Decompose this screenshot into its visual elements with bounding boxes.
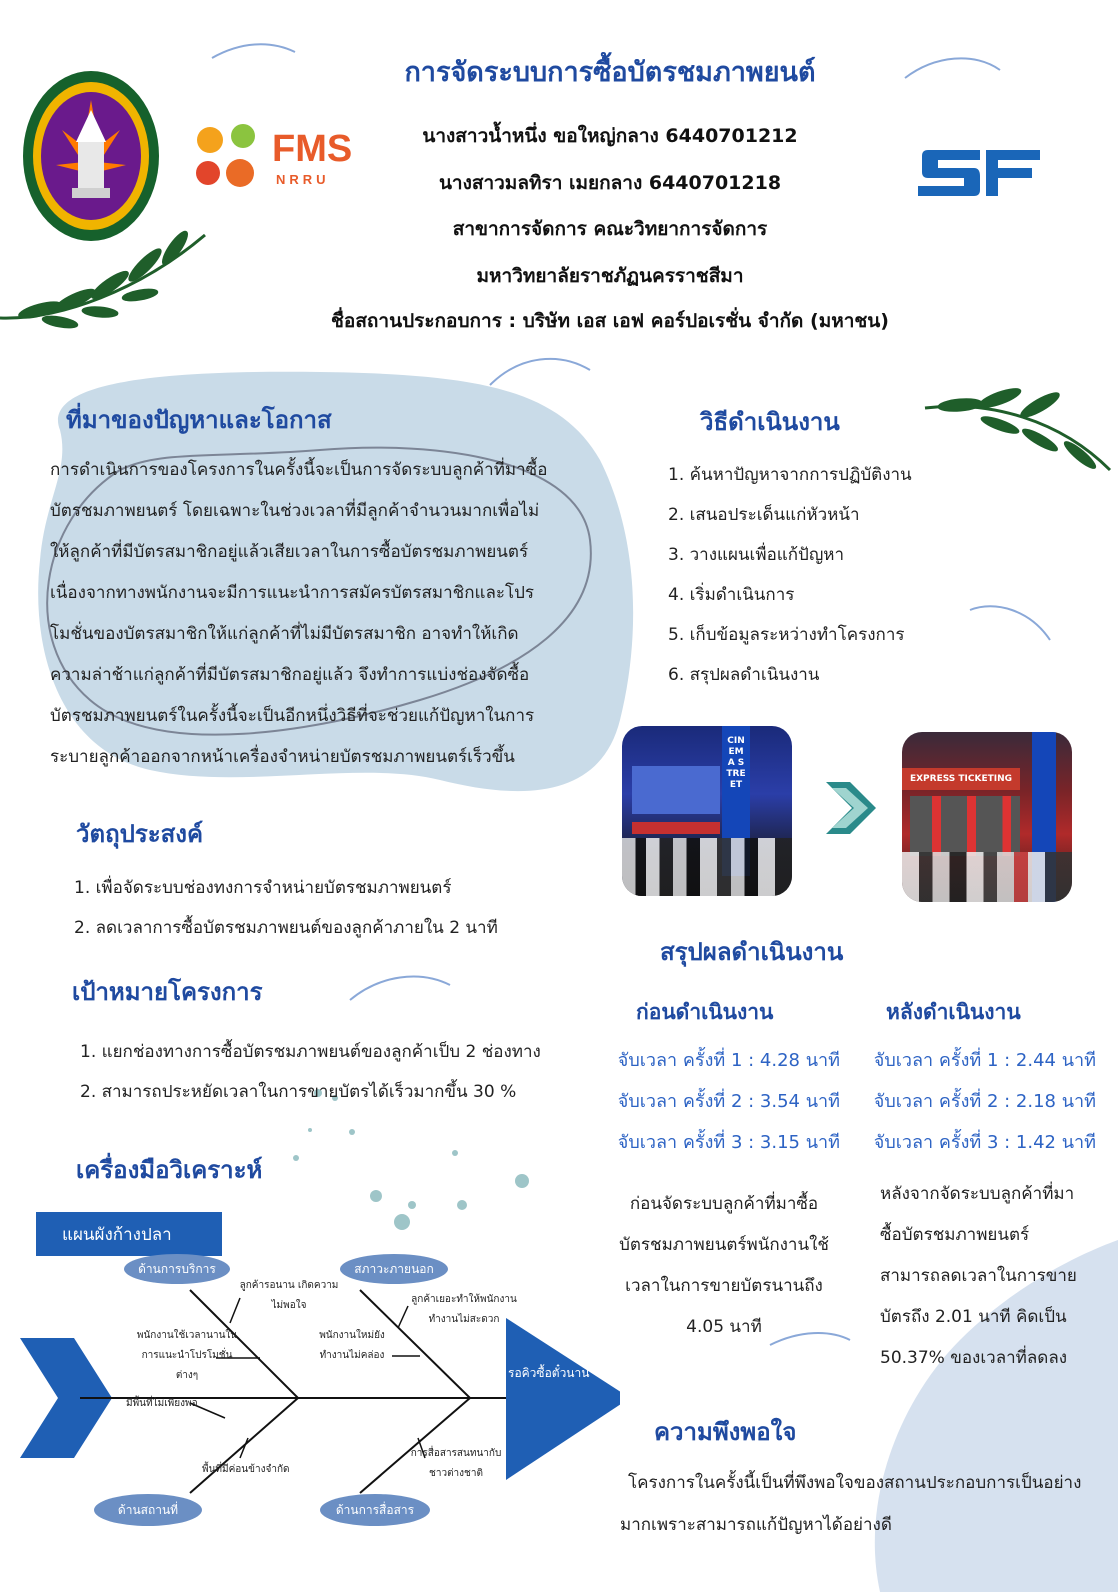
objectives-list: [74, 868, 498, 948]
goals-list: [80, 1032, 541, 1112]
summary-line: เวลาในการขายบัตรนานถึง: [625, 1276, 823, 1296]
before-heading: ก่อนดำเนินงาน: [636, 1000, 774, 1024]
before-summary: [604, 1184, 844, 1348]
method-step: 3. วางแผนเพื่อแก้ปัญหา: [668, 545, 845, 565]
results-heading: สรุปผลดำเนินงาน: [660, 938, 844, 966]
cat-place: ด้านสถานที่: [94, 1494, 202, 1526]
author-1: นางสาวน้ำหนึ่ง ขอใหญ่กลาง 6440701212: [422, 125, 798, 147]
after-summary: [880, 1174, 1110, 1379]
photo-before: [622, 726, 792, 896]
time-reading: จับเวลา ครั้งที่ 1 : 4.28 นาที: [617, 1050, 840, 1071]
cause-label: [234, 1276, 344, 1316]
cinema-sign: CINEMA STREET: [726, 736, 746, 790]
cause-line: ทำงานไม่คล่อง: [319, 1350, 385, 1361]
objective-item: 2. ลดเวลาการซื้อบัตรชมภาพยนต์ของลูกค้าภายใน 2 นาที: [74, 918, 498, 938]
cause-line: พนักงานใหม่ยัง: [319, 1330, 385, 1341]
cause-label: พื้นที่มีค่อนข้างจำกัด: [202, 1464, 290, 1475]
time-reading: จับเวลา ครั้งที่ 3 : 3.15 นาที: [617, 1132, 840, 1153]
express-sign: EXPRESS TICKETING: [902, 768, 1020, 790]
time-reading: จับเวลา ครั้งที่ 1 : 2.44 นาที: [873, 1050, 1096, 1071]
cause-line: ต่างๆ: [175, 1370, 199, 1381]
after-times: [868, 1040, 1096, 1163]
satisfaction-line: มากเพราะสามารถแก้ปัญหาได้อย่างดี: [620, 1515, 892, 1535]
time-reading: จับเวลา ครั้งที่ 2 : 3.54 นาที: [617, 1091, 840, 1112]
cause-line: ทำงานไม่สะดวก: [428, 1314, 500, 1325]
cause-label: [132, 1326, 242, 1386]
background-line: ความล่าช้าแก่ลูกค้าที่มีบัตรสมาชิกอยู่แล้ว จึงทำการแบ่งช่องจัดซื้อ: [50, 665, 530, 685]
fishbone-diagram: [20, 1258, 620, 1534]
cause-label: [404, 1290, 524, 1330]
background-text: [50, 450, 620, 778]
cat-environment: สภาวะภายนอก: [340, 1254, 448, 1284]
cause-line: ชาวต่างชาติ: [429, 1468, 483, 1479]
fms-logo: [188, 118, 360, 198]
method-step: 6. สรุปผลดำเนินงาน: [668, 665, 820, 685]
cat-service: ด้านการบริการ: [124, 1254, 230, 1284]
summary-line: สามารถลดเวลาในการขาย: [880, 1266, 1077, 1286]
time-reading: จับเวลา ครั้งที่ 3 : 1.42 นาที: [873, 1132, 1096, 1153]
objective-item: 1. เพื่อจัดระบบช่องทงการจำหน่ายบัตรชมภาพยนตร์: [74, 878, 452, 898]
cause-label: [312, 1326, 392, 1366]
cause-line: ลูกค้าเยอะทำให้พนักงาน: [411, 1294, 517, 1305]
method-step: 4. เริ่มดำเนินการ: [668, 585, 795, 605]
goal-item: 2. สามารถประหยัดเวลาในการขายบัตรได้เร็วมากขึ้น 30 %: [80, 1082, 517, 1102]
cause-line: การสื่อสารสนทนากับ: [410, 1448, 502, 1459]
summary-line: หลังจากจัดระบบลูกค้าที่มา: [880, 1184, 1075, 1204]
background-line: การดำเนินการของโครงการในครั้งนี้จะเป็นการจัดระบบลูกค้าที่มาซื้อ: [50, 460, 548, 480]
background-line: บัตรชมภาพยนตร์ โดยเฉพาะในช่วงเวลาที่มีลูกค้าจำนวนมากเพื่อไม่: [50, 501, 540, 521]
method-step: 1. ค้นหาปัญหาจากการปฏิบัติงาน: [668, 465, 912, 485]
satisfaction-heading: ความพึงพอใจ: [654, 1418, 797, 1446]
page-title: การจัดระบบการซื้อบัตรชมภาพยนต์: [404, 57, 816, 88]
company: ชื่อสถานประกอบการ : บริษัท เอส เอฟ คอร์ปอเรชั่น จำกัด (มหาชน): [331, 310, 889, 332]
fms-logo-subtext: NRRU: [276, 172, 330, 187]
cause-line: ไม่พอใจ: [271, 1300, 307, 1311]
method-step: 5. เก็บข้อมูลระหว่างทำโครงการ: [668, 625, 905, 645]
cause-label: [406, 1444, 506, 1484]
background-line: เนื่องจากทางพนักงานจะมีการแนะนำการสมัครบัตรสมาชิกและโปร: [50, 583, 535, 603]
background-line: ระบายลูกค้าออกจากหน้าเครื่องจำหน่ายบัตรชมภาพยนตร์เร็วขึ้น: [50, 747, 515, 767]
fms-logo-text: FMS: [272, 128, 353, 170]
cause-label: มีพื้นที่ไม่เพียงพอ: [126, 1398, 198, 1409]
background-line: บัตรชมภาพยนตร์ในครั้งนี้จะเป็นอีกหนึ่งวิธีที่จะช่วยแก้ปัญหาในการ: [50, 706, 535, 726]
photo-after: [902, 732, 1072, 902]
summary-line: ซื้อบัตรชมภาพยนตร์: [880, 1225, 1030, 1245]
background-line: ให้ลูกค้าที่มีบัตรสมาชิกอยู่แล้วเสียเวลาในการซื้อบัตรชมภาพยนตร์: [50, 542, 529, 562]
cause-line: การแนะนำโปรโมชั่น: [141, 1350, 233, 1361]
background-line: โมชั่นของบัตรสมาชิกให้แก่ลูกค้าที่ไม่มีบัตรสมาชิก อาจทำให้เกิด: [50, 624, 519, 644]
objectives-heading: วัตถุประสงค์: [76, 820, 204, 848]
cat-communication: ด้านการสื่อสาร: [320, 1494, 430, 1526]
fishbone-label: แผนผังก้างปลา: [62, 1224, 172, 1245]
summary-line: ก่อนจัดระบบลูกค้าที่มาซื้อ: [629, 1194, 819, 1214]
goal-item: 1. แยกช่องทางการซื้อบัตรชมภาพยนต์ของลูกค้าเป็บ 2 ช่องทาง: [80, 1042, 541, 1062]
sf-logo: [918, 146, 1040, 198]
university: มหาวิทยาลัยราชภัฏนครราชสีมา: [476, 265, 744, 287]
summary-line: 50.37% ของเวลาที่ลดลง: [880, 1348, 1068, 1368]
summary-line: บัตรถึง 2.01 นาที คิดเป็น: [880, 1307, 1067, 1327]
method-heading: วิธีดำเนินงาน: [700, 408, 840, 436]
method-steps: [668, 455, 912, 695]
author-2: นางสาวมลทิรา เมยกลาง 6440701218: [438, 172, 782, 194]
arrow-icon: [826, 782, 876, 834]
summary-line: บัตรชมภาพยนตร์พนักงานใช้: [619, 1235, 829, 1255]
leaf-branch-right: [925, 385, 1110, 472]
leaf-branch-left: [0, 228, 205, 330]
department: สาขาการจัดการ คณะวิทยาการจัดการ: [452, 218, 768, 240]
university-seal-logo: [22, 70, 160, 242]
fishbone-head-label: รอคิวซื้อตั๋วนาน: [508, 1366, 590, 1380]
fishbone-label-box: [36, 1212, 222, 1256]
before-times: [612, 1040, 840, 1163]
cause-line: ลูกค้ารอนาน เกิดความ: [239, 1280, 339, 1291]
satisfaction-text: [620, 1462, 1110, 1546]
time-reading: จับเวลา ครั้งที่ 2 : 2.18 นาที: [873, 1091, 1096, 1112]
after-heading: หลังดำเนินงาน: [886, 1000, 1021, 1024]
goals-heading: เป้าหมายโครงการ: [72, 978, 263, 1006]
method-step: 2. เสนอประเด็นแก่หัวหน้า: [668, 505, 860, 525]
satisfaction-line: โครงการในครั้งนี้เป็นที่พึงพอใจของสถานประกอบการเป็นอย่าง: [628, 1473, 1082, 1493]
cause-line: พนักงานใช้เวลานานใน: [136, 1330, 238, 1341]
summary-line: 4.05 นาที: [686, 1317, 762, 1337]
background-heading: ที่มาของปัญหาและโอกาส: [66, 406, 332, 434]
tools-heading: เครื่องมือวิเคราะห์: [76, 1156, 263, 1184]
